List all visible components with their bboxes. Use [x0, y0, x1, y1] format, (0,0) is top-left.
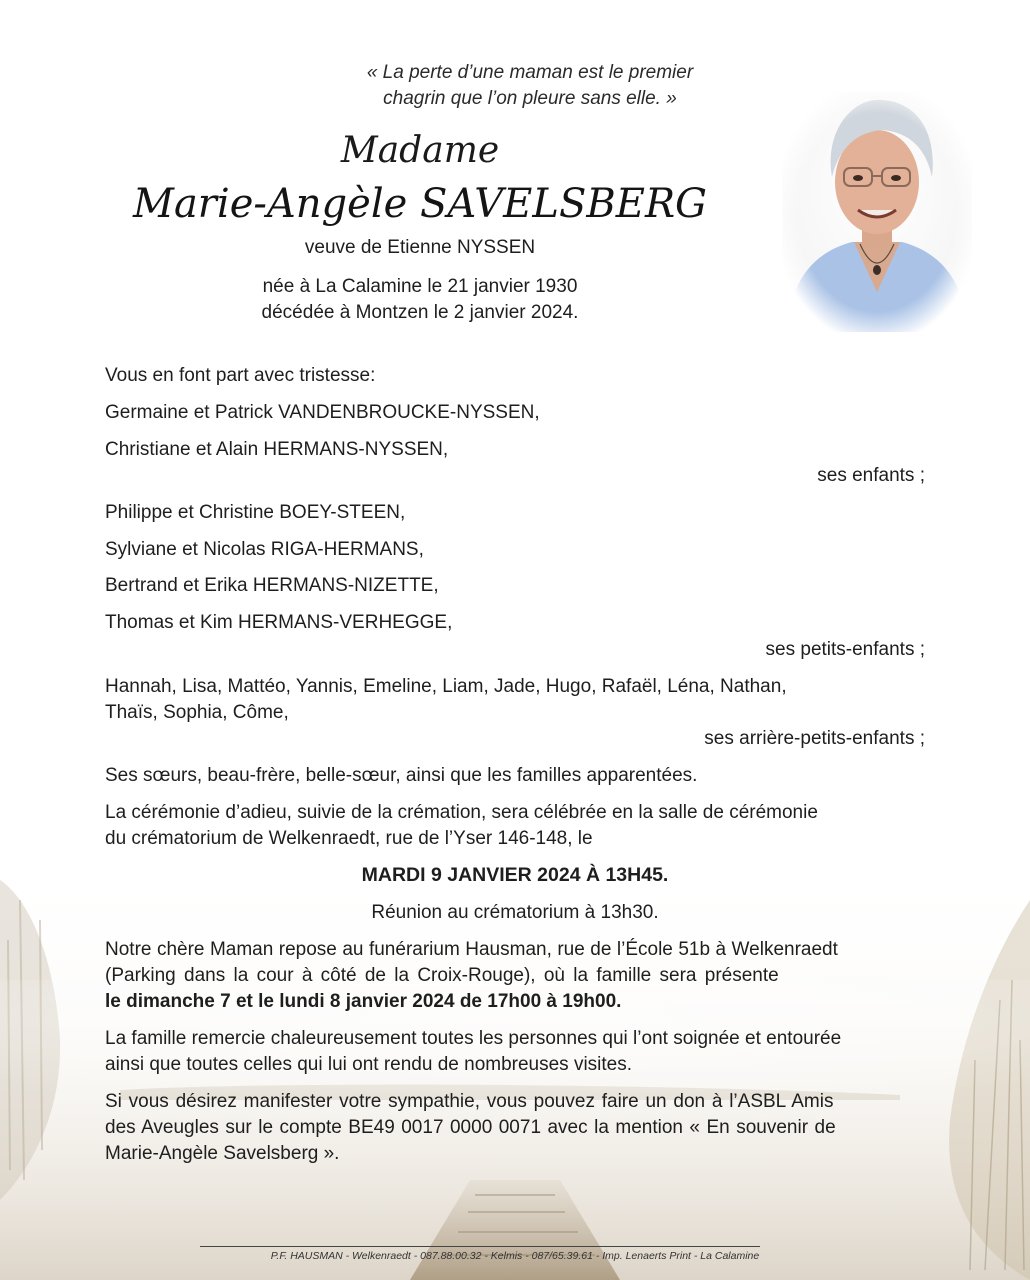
great-grandchildren-label: ses arrière-petits-enfants ; [704, 728, 925, 749]
thanks-line-1: La famille remercie chaleureusement toutes les personnes qui l’ont soignée et entourée [105, 1028, 842, 1049]
visitation-dates: le dimanche 7 et le lundi 8 janvier 2024 de 17h00 à 19h00. [105, 991, 622, 1012]
ceremony-meeting: Réunion au crématorium à 13h30. [371, 902, 659, 923]
footer-credits: P.F. HAUSMAN - Welkenraedt - 087.88.00.32 - Kelmis - 087/65.39.61 - Imp. Lenaerts Print - La Calamine [270, 1250, 760, 1262]
donation-line-3: Marie-Angèle Savelsberg ». [105, 1143, 340, 1164]
epigraph-quote [300, 60, 760, 112]
siblings-line: Ses sœurs, beau-frère, belle-sœur, ainsi que les familles apparentées. [105, 765, 698, 786]
donation-line-2: des Aveugles sur le compte BE49 0017 0000 0071 avec la mention « En souvenir de [105, 1117, 836, 1138]
portrait-photo [782, 92, 972, 332]
grandchild-entry: Bertrand et Erika HERMANS-NIZETTE, [105, 575, 439, 596]
grandchild-entry: Sylviane et Nicolas RIGA-HERMANS, [105, 539, 424, 560]
great-grandchildren-line-1: Hannah, Lisa, Mattéo, Yannis, Emeline, Liam, Jade, Hugo, Rafaël, Léna, Nathan, [105, 676, 787, 697]
widow-of: veuve de Etienne NYSSEN [304, 237, 536, 258]
footer-divider [200, 1246, 760, 1247]
grandchild-entry: Philippe et Christine BOEY-STEEN, [105, 502, 406, 523]
visitation-line-2: (Parking dans la cour à côté de la Croix-Rouge), où la famille sera présente [105, 965, 779, 986]
child-entry: Germaine et Patrick VANDENBROUCKE-NYSSEN, [105, 402, 540, 423]
birth-info: née à La Calamine le 21 janvier 1930 [262, 276, 578, 297]
deceased-name: Marie-Angèle SAVELSBERG [132, 181, 708, 227]
death-info: décédée à Montzen le 2 janvier 2024. [261, 302, 579, 323]
quote-line-2: chagrin que l’on pleure sans elle. » [383, 88, 677, 109]
donation-line-1: Si vous désirez manifester votre sympathie, vous pouvez faire un don à l’ASBL Amis [105, 1091, 834, 1112]
visitation-line-1: Notre chère Maman repose au funérarium Hausman, rue de l’École 51b à Welkenraedt [105, 939, 838, 960]
grandchild-entry: Thomas et Kim HERMANS-VERHEGGE, [105, 612, 453, 633]
ceremony-line-2: du crématorium de Welkenraedt, rue de l’Yser 146-148, le [105, 828, 593, 849]
quote-line-1: « La perte d’une maman est le premier [366, 62, 694, 83]
children-label: ses enfants ; [817, 465, 925, 486]
ceremony-line-1: La cérémonie d’adieu, suivie de la crémation, sera célébrée en la salle de cérémonie [105, 802, 818, 823]
thanks-line-2: ainsi que toutes celles qui lui ont rendu de nombreuses visites. [105, 1054, 633, 1075]
honorific: Madame [340, 130, 500, 171]
grandchildren-label: ses petits-enfants ; [765, 639, 925, 660]
great-grandchildren-line-2: Thaïs, Sophia, Côme, [105, 702, 289, 723]
ceremony-date: MARDI 9 JANVIER 2024 À 13H45. [361, 864, 669, 886]
announcement-intro: Vous en font part avec tristesse: [105, 365, 376, 386]
child-entry: Christiane et Alain HERMANS-NYSSEN, [105, 439, 449, 460]
